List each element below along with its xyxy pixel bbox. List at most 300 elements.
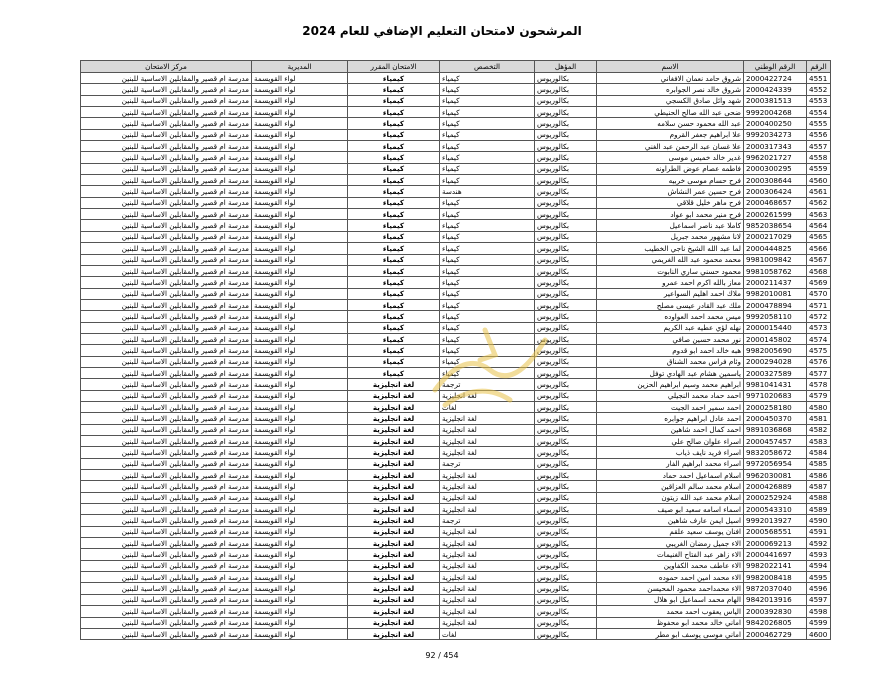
specialization: لغات bbox=[440, 401, 535, 412]
table-row bbox=[81, 504, 831, 515]
row-number: 4597 bbox=[807, 594, 831, 605]
exam-subject: لغة انجليزية bbox=[348, 424, 440, 435]
row-number: 4566 bbox=[807, 243, 831, 254]
directorate: لواء القويسمة bbox=[252, 572, 348, 583]
qualification: بكالوريوس bbox=[535, 345, 597, 356]
exam-center: مدرسة ام قصير والمقابلين الاساسية للبنين bbox=[81, 220, 252, 231]
national-id: 9992034273 bbox=[744, 129, 807, 140]
directorate: لواء القويسمة bbox=[252, 504, 348, 515]
national-id: 2000444825 bbox=[744, 243, 807, 254]
exam-center: مدرسة ام قصير والمقابلين الاساسية للبنين bbox=[81, 107, 252, 118]
table-row bbox=[81, 277, 831, 288]
qualification: بكالوريوس bbox=[535, 333, 597, 344]
exam-subject: لغة انجليزية bbox=[348, 504, 440, 515]
directorate: لواء القويسمة bbox=[252, 73, 348, 84]
specialization: كيمياء bbox=[440, 333, 535, 344]
directorate: لواء القويسمة bbox=[252, 175, 348, 186]
exam-center: مدرسة ام قصير والمقابلين الاساسية للبنين bbox=[81, 390, 252, 401]
specialization: ترجمة bbox=[440, 379, 535, 390]
candidate-name: لما عبد الله الشيخ ناجي الخطيب bbox=[597, 243, 744, 254]
exam-subject: كيمياء bbox=[348, 345, 440, 356]
national-id: 9962021727 bbox=[744, 152, 807, 163]
candidate-name: اسراء علوان صالح علي bbox=[597, 436, 744, 447]
table-row bbox=[81, 594, 831, 605]
national-id: 2000468657 bbox=[744, 197, 807, 208]
specialization: كيمياء bbox=[440, 288, 535, 299]
directorate: لواء القويسمة bbox=[252, 197, 348, 208]
row-number: 4579 bbox=[807, 390, 831, 401]
qualification: بكالوريوس bbox=[535, 413, 597, 424]
table-row bbox=[81, 243, 831, 254]
row-number: 4562 bbox=[807, 197, 831, 208]
candidate-name: ملاك احمد اهليم السواعير bbox=[597, 288, 744, 299]
candidate-name: فرح منير محمد ابو عواد bbox=[597, 209, 744, 220]
directorate: لواء القويسمة bbox=[252, 356, 348, 367]
exam-subject: لغة انجليزية bbox=[348, 390, 440, 401]
directorate: لواء القويسمة bbox=[252, 95, 348, 106]
exam-subject: كيمياء bbox=[348, 95, 440, 106]
table-row bbox=[81, 390, 831, 401]
exam-subject: لغة انجليزية bbox=[348, 401, 440, 412]
row-number: 4600 bbox=[807, 628, 831, 639]
row-number: 4574 bbox=[807, 333, 831, 344]
specialization: كيمياء bbox=[440, 367, 535, 378]
qualification: بكالوريوس bbox=[535, 436, 597, 447]
exam-subject: كيمياء bbox=[348, 175, 440, 186]
exam-center: مدرسة ام قصير والمقابلين الاساسية للبنين bbox=[81, 163, 252, 174]
specialization: ترجمة bbox=[440, 458, 535, 469]
candidate-name: ابراهيم محمد وسيم ابراهيم الحزين bbox=[597, 379, 744, 390]
row-number: 4575 bbox=[807, 345, 831, 356]
qualification: بكالوريوس bbox=[535, 299, 597, 310]
row-number: 4583 bbox=[807, 436, 831, 447]
exam-subject: كيمياء bbox=[348, 367, 440, 378]
row-number: 4557 bbox=[807, 141, 831, 152]
exam-center: مدرسة ام قصير والمقابلين الاساسية للبنين bbox=[81, 594, 252, 605]
candidate-name: فرح حسام موسى خربيه bbox=[597, 175, 744, 186]
candidate-name: احمد كمال احمد شاهين bbox=[597, 424, 744, 435]
qualification: بكالوريوس bbox=[535, 549, 597, 560]
table-row bbox=[81, 606, 831, 617]
exam-center: مدرسة ام قصير والمقابلين الاساسية للبنين bbox=[81, 197, 252, 208]
table-row bbox=[81, 299, 831, 310]
candidate-name: هبه خالد احمد ابو قدوم bbox=[597, 345, 744, 356]
row-number: 4569 bbox=[807, 277, 831, 288]
candidate-name: احمد حماد محمد النجيلي bbox=[597, 390, 744, 401]
page-title: المرشحون لامتحان التعليم الإضافي للعام 2024 bbox=[302, 24, 582, 38]
exam-center: مدرسة ام قصير والمقابلين الاساسية للبنين bbox=[81, 152, 252, 163]
specialization: كيمياء bbox=[440, 231, 535, 242]
row-number: 4560 bbox=[807, 175, 831, 186]
table-row bbox=[81, 84, 831, 95]
exam-subject: كيمياء bbox=[348, 107, 440, 118]
specialization: لغة انجليزية bbox=[440, 504, 535, 515]
qualification: بكالوريوس bbox=[535, 288, 597, 299]
qualification: بكالوريوس bbox=[535, 447, 597, 458]
row-number: 4559 bbox=[807, 163, 831, 174]
row-number: 4554 bbox=[807, 107, 831, 118]
qualification: بكالوريوس bbox=[535, 606, 597, 617]
candidate-name: اماني خالد محمد ابو محفوظ bbox=[597, 617, 744, 628]
row-number: 4571 bbox=[807, 299, 831, 310]
row-number: 4591 bbox=[807, 526, 831, 537]
national-id: 9891036868 bbox=[744, 424, 807, 435]
national-id: 2000252924 bbox=[744, 492, 807, 503]
candidate-name: احمد عادل ابراهيم جوابره bbox=[597, 413, 744, 424]
table-row bbox=[81, 288, 831, 299]
specialization: كيمياء bbox=[440, 107, 535, 118]
table-row bbox=[81, 107, 831, 118]
exam-subject: لغة انجليزية bbox=[348, 572, 440, 583]
exam-subject: كيمياء bbox=[348, 141, 440, 152]
row-number: 4585 bbox=[807, 458, 831, 469]
table-row bbox=[81, 73, 831, 84]
row-number: 4598 bbox=[807, 606, 831, 617]
exam-center: مدرسة ام قصير والمقابلين الاساسية للبنين bbox=[81, 288, 252, 299]
directorate: لواء القويسمة bbox=[252, 163, 348, 174]
specialization: لغة انجليزية bbox=[440, 413, 535, 424]
exam-subject: لغة انجليزية bbox=[348, 594, 440, 605]
exam-center: مدرسة ام قصير والمقابلين الاساسية للبنين bbox=[81, 345, 252, 356]
candidate-name: الاء محمداحمد محمود المحيسن bbox=[597, 583, 744, 594]
qualification: بكالوريوس bbox=[535, 560, 597, 571]
exam-center: مدرسة ام قصير والمقابلين الاساسية للبنين bbox=[81, 538, 252, 549]
directorate: لواء القويسمة bbox=[252, 379, 348, 390]
row-number: 4565 bbox=[807, 231, 831, 242]
national-id: 2000145802 bbox=[744, 333, 807, 344]
exam-subject: كيمياء bbox=[348, 243, 440, 254]
exam-center: مدرسة ام قصير والمقابلين الاساسية للبنين bbox=[81, 356, 252, 367]
national-id: 2000217029 bbox=[744, 231, 807, 242]
candidate-name: اسراء محمد ابراهيم الفار bbox=[597, 458, 744, 469]
row-number: 4595 bbox=[807, 572, 831, 583]
table-row bbox=[81, 95, 831, 106]
table-row bbox=[81, 458, 831, 469]
qualification: بكالوريوس bbox=[535, 243, 597, 254]
specialization: كيمياء bbox=[440, 322, 535, 333]
exam-center: مدرسة ام قصير والمقابلين الاساسية للبنين bbox=[81, 458, 252, 469]
candidate-name: نور محمد حسين صافي bbox=[597, 333, 744, 344]
specialization: كيمياء bbox=[440, 345, 535, 356]
exam-center: مدرسة ام قصير والمقابلين الاساسية للبنين bbox=[81, 515, 252, 526]
qualification: بكالوريوس bbox=[535, 504, 597, 515]
exam-center: مدرسة ام قصير والمقابلين الاساسية للبنين bbox=[81, 424, 252, 435]
header-qualification: المؤهل bbox=[535, 61, 597, 73]
exam-center: مدرسة ام قصير والمقابلين الاساسية للبنين bbox=[81, 265, 252, 276]
specialization: كيمياء bbox=[440, 152, 535, 163]
qualification: بكالوريوس bbox=[535, 594, 597, 605]
exam-center: مدرسة ام قصير والمقابلين الاساسية للبنين bbox=[81, 379, 252, 390]
national-id: 2000400250 bbox=[744, 118, 807, 129]
national-id: 2000457457 bbox=[744, 436, 807, 447]
candidate-name: غدير خالد خميس موسى bbox=[597, 152, 744, 163]
exam-subject: كيمياء bbox=[348, 129, 440, 140]
qualification: بكالوريوس bbox=[535, 231, 597, 242]
row-number: 4584 bbox=[807, 447, 831, 458]
candidate-name: محمد محمود عبد الله الغريمي bbox=[597, 254, 744, 265]
specialization: لغة انجليزية bbox=[440, 594, 535, 605]
table-row bbox=[81, 526, 831, 537]
exam-center: مدرسة ام قصير والمقابلين الاساسية للبنين bbox=[81, 299, 252, 310]
exam-subject: كيمياء bbox=[348, 163, 440, 174]
specialization: لغة انجليزية bbox=[440, 390, 535, 401]
exam-center: مدرسة ام قصير والمقابلين الاساسية للبنين bbox=[81, 311, 252, 322]
exam-center: مدرسة ام قصير والمقابلين الاساسية للبنين bbox=[81, 606, 252, 617]
exam-center: مدرسة ام قصير والمقابلين الاساسية للبنين bbox=[81, 277, 252, 288]
row-number: 4599 bbox=[807, 617, 831, 628]
national-id: 9982005690 bbox=[744, 345, 807, 356]
national-id: 2000294028 bbox=[744, 356, 807, 367]
qualification: بكالوريوس bbox=[535, 515, 597, 526]
specialization: كيمياء bbox=[440, 209, 535, 220]
national-id: 2000441697 bbox=[744, 549, 807, 560]
exam-center: مدرسة ام قصير والمقابلين الاساسية للبنين bbox=[81, 470, 252, 481]
qualification: بكالوريوس bbox=[535, 401, 597, 412]
exam-center: مدرسة ام قصير والمقابلين الاساسية للبنين bbox=[81, 447, 252, 458]
candidate-name: شهد وائل صادق الكسجي bbox=[597, 95, 744, 106]
qualification: بكالوريوس bbox=[535, 628, 597, 639]
table-row bbox=[81, 401, 831, 412]
qualification: بكالوريوس bbox=[535, 186, 597, 197]
qualification: بكالوريوس bbox=[535, 583, 597, 594]
qualification: بكالوريوس bbox=[535, 481, 597, 492]
candidate-name: عبد الله محمود حسن سلامه bbox=[597, 118, 744, 129]
national-id: 2000478894 bbox=[744, 299, 807, 310]
exam-center: مدرسة ام قصير والمقابلين الاساسية للبنين bbox=[81, 492, 252, 503]
row-number: 4589 bbox=[807, 504, 831, 515]
exam-subject: كيمياء bbox=[348, 209, 440, 220]
national-id: 9981009842 bbox=[744, 254, 807, 265]
directorate: لواء القويسمة bbox=[252, 436, 348, 447]
exam-subject: كيمياء bbox=[348, 152, 440, 163]
qualification: بكالوريوس bbox=[535, 277, 597, 288]
specialization: ترجمة bbox=[440, 515, 535, 526]
directorate: لواء القويسمة bbox=[252, 299, 348, 310]
directorate: لواء القويسمة bbox=[252, 322, 348, 333]
exam-center: مدرسة ام قصير والمقابلين الاساسية للبنين bbox=[81, 481, 252, 492]
candidate-name: الهام محمد اسماعيل ابو هلال bbox=[597, 594, 744, 605]
specialization: لغة انجليزية bbox=[440, 549, 535, 560]
row-number: 4572 bbox=[807, 311, 831, 322]
specialization: لغة انجليزية bbox=[440, 447, 535, 458]
table-row bbox=[81, 163, 831, 174]
header-national-id: الرقم الوطني bbox=[744, 61, 807, 73]
exam-subject: لغة انجليزية bbox=[348, 583, 440, 594]
table-row bbox=[81, 492, 831, 503]
exam-subject: لغة انجليزية bbox=[348, 481, 440, 492]
exam-subject: كيمياء bbox=[348, 197, 440, 208]
national-id: 2000306424 bbox=[744, 186, 807, 197]
specialization: لغة انجليزية bbox=[440, 583, 535, 594]
candidate-name: ضحى عبد الله صالح الحنيطي bbox=[597, 107, 744, 118]
specialization: لغة انجليزية bbox=[440, 606, 535, 617]
directorate: لواء القويسمة bbox=[252, 583, 348, 594]
specialization: كيمياء bbox=[440, 141, 535, 152]
national-id: 2000317343 bbox=[744, 141, 807, 152]
table-row bbox=[81, 322, 831, 333]
specialization: لغات bbox=[440, 628, 535, 639]
exam-center: مدرسة ام قصير والمقابلين الاساسية للبنين bbox=[81, 583, 252, 594]
national-id: 9972056954 bbox=[744, 458, 807, 469]
exam-center: مدرسة ام قصير والمقابلين الاساسية للبنين bbox=[81, 243, 252, 254]
table-row bbox=[81, 628, 831, 639]
exam-center: مدرسة ام قصير والمقابلين الاساسية للبنين bbox=[81, 560, 252, 571]
exam-subject: كيمياء bbox=[348, 356, 440, 367]
page-number: 92 / 454 bbox=[425, 651, 459, 660]
row-number: 4587 bbox=[807, 481, 831, 492]
qualification: بكالوريوس bbox=[535, 322, 597, 333]
specialization: كيمياء bbox=[440, 311, 535, 322]
exam-subject: لغة انجليزية bbox=[348, 413, 440, 424]
exam-subject: لغة انجليزية bbox=[348, 628, 440, 639]
exam-subject: لغة انجليزية bbox=[348, 538, 440, 549]
candidate-name: اماني موسى يوسف ابو مطر bbox=[597, 628, 744, 639]
row-number: 4556 bbox=[807, 129, 831, 140]
table-row bbox=[81, 560, 831, 571]
table-row bbox=[81, 220, 831, 231]
table-row bbox=[81, 231, 831, 242]
directorate: لواء القويسمة bbox=[252, 447, 348, 458]
qualification: بكالوريوس bbox=[535, 538, 597, 549]
national-id: 2000308644 bbox=[744, 175, 807, 186]
qualification: بكالوريوس bbox=[535, 367, 597, 378]
specialization: كيمياء bbox=[440, 356, 535, 367]
qualification: بكالوريوس bbox=[535, 458, 597, 469]
specialization: كيمياء bbox=[440, 163, 535, 174]
specialization: كيمياء bbox=[440, 220, 535, 231]
exam-center: مدرسة ام قصير والمقابلين الاساسية للبنين bbox=[81, 186, 252, 197]
specialization: كيمياء bbox=[440, 197, 535, 208]
row-number: 4590 bbox=[807, 515, 831, 526]
row-number: 4558 bbox=[807, 152, 831, 163]
header-center: مركز الامتحان bbox=[81, 61, 252, 73]
directorate: لواء القويسمة bbox=[252, 549, 348, 560]
directorate: لواء القويسمة bbox=[252, 458, 348, 469]
candidate-name: افنان يوسف سعيد علقم bbox=[597, 526, 744, 537]
specialization: كيمياء bbox=[440, 299, 535, 310]
qualification: بكالوريوس bbox=[535, 311, 597, 322]
exam-subject: لغة انجليزية bbox=[348, 492, 440, 503]
national-id: 2000211437 bbox=[744, 277, 807, 288]
qualification: بكالوريوس bbox=[535, 617, 597, 628]
exam-center: مدرسة ام قصير والمقابلين الاساسية للبنين bbox=[81, 95, 252, 106]
national-id: 9981058762 bbox=[744, 265, 807, 276]
directorate: لواء القويسمة bbox=[252, 413, 348, 424]
candidate-name: شروق حامد نعمان الافغاني bbox=[597, 73, 744, 84]
row-number: 4580 bbox=[807, 401, 831, 412]
row-number: 4586 bbox=[807, 470, 831, 481]
exam-subject: لغة انجليزية bbox=[348, 458, 440, 469]
row-number: 4555 bbox=[807, 118, 831, 129]
national-id: 9852038654 bbox=[744, 220, 807, 231]
exam-center: مدرسة ام قصير والمقابلين الاساسية للبنين bbox=[81, 436, 252, 447]
exam-subject: لغة انجليزية bbox=[348, 470, 440, 481]
national-id: 2000392830 bbox=[744, 606, 807, 617]
specialization: كيمياء bbox=[440, 73, 535, 84]
national-id: 2000327589 bbox=[744, 367, 807, 378]
exam-center: مدرسة ام قصير والمقابلين الاساسية للبنين bbox=[81, 254, 252, 265]
row-number: 4582 bbox=[807, 424, 831, 435]
directorate: لواء القويسمة bbox=[252, 311, 348, 322]
candidate-name: معاز بالله اكرم احمد عمرو bbox=[597, 277, 744, 288]
national-id: 2000069213 bbox=[744, 538, 807, 549]
table-row bbox=[81, 447, 831, 458]
row-number: 4570 bbox=[807, 288, 831, 299]
table-row bbox=[81, 175, 831, 186]
exam-subject: لغة انجليزية bbox=[348, 515, 440, 526]
directorate: لواء القويسمة bbox=[252, 594, 348, 605]
exam-subject: كيمياء bbox=[348, 288, 440, 299]
directorate: لواء القويسمة bbox=[252, 481, 348, 492]
table-row bbox=[81, 549, 831, 560]
row-number: 4568 bbox=[807, 265, 831, 276]
national-id: 9982022141 bbox=[744, 560, 807, 571]
specialization: لغة انجليزية bbox=[440, 470, 535, 481]
directorate: لواء القويسمة bbox=[252, 152, 348, 163]
qualification: بكالوريوس bbox=[535, 152, 597, 163]
specialization: كيمياء bbox=[440, 243, 535, 254]
row-number: 4576 bbox=[807, 356, 831, 367]
table-body bbox=[81, 73, 831, 640]
row-number: 4553 bbox=[807, 95, 831, 106]
national-id: 9981041431 bbox=[744, 379, 807, 390]
exam-center: مدرسة ام قصير والمقابلين الاساسية للبنين bbox=[81, 526, 252, 537]
table-row bbox=[81, 345, 831, 356]
exam-center: مدرسة ام قصير والمقابلين الاساسية للبنين bbox=[81, 367, 252, 378]
specialization: لغة انجليزية bbox=[440, 538, 535, 549]
table-row bbox=[81, 572, 831, 583]
specialization: هندسة bbox=[440, 186, 535, 197]
directorate: لواء القويسمة bbox=[252, 288, 348, 299]
specialization: كيمياء bbox=[440, 277, 535, 288]
row-number: 4594 bbox=[807, 560, 831, 571]
qualification: بكالوريوس bbox=[535, 129, 597, 140]
specialization: كيمياء bbox=[440, 118, 535, 129]
candidate-name: اسيل ايمن عارف شاهين bbox=[597, 515, 744, 526]
directorate: لواء القويسمة bbox=[252, 390, 348, 401]
table-row bbox=[81, 379, 831, 390]
specialization: كيمياء bbox=[440, 95, 535, 106]
qualification: بكالوريوس bbox=[535, 220, 597, 231]
candidate-name: الاء محمد امين احمد حموده bbox=[597, 572, 744, 583]
exam-center: مدرسة ام قصير والمقابلين الاساسية للبنين bbox=[81, 84, 252, 95]
national-id: 9982010081 bbox=[744, 288, 807, 299]
candidate-name: كاملا عبد ناصر اسماعيل bbox=[597, 220, 744, 231]
specialization: كيمياء bbox=[440, 175, 535, 186]
table-row bbox=[81, 436, 831, 447]
table-row bbox=[81, 197, 831, 208]
directorate: لواء القويسمة bbox=[252, 243, 348, 254]
exam-subject: كيمياء bbox=[348, 231, 440, 242]
candidates-table bbox=[80, 60, 831, 640]
candidate-name: فاطمه عصام عوض الطراونه bbox=[597, 163, 744, 174]
directorate: لواء القويسمة bbox=[252, 186, 348, 197]
exam-subject: كيمياء bbox=[348, 333, 440, 344]
candidate-name: فرح ماهر خليل قلاقي bbox=[597, 197, 744, 208]
exam-center: مدرسة ام قصير والمقابلين الاساسية للبنين bbox=[81, 628, 252, 639]
exam-subject: كيمياء bbox=[348, 322, 440, 333]
directorate: لواء القويسمة bbox=[252, 515, 348, 526]
header-directorate: المديرية bbox=[252, 61, 348, 73]
national-id: 9962030081 bbox=[744, 470, 807, 481]
exam-center: مدرسة ام قصير والمقابلين الاساسية للبنين bbox=[81, 231, 252, 242]
specialization: لغة انجليزية bbox=[440, 526, 535, 537]
national-id: 9842013916 bbox=[744, 594, 807, 605]
row-number: 4551 bbox=[807, 73, 831, 84]
candidate-name: علا ابراهيم جعفر القروم bbox=[597, 129, 744, 140]
specialization: لغة انجليزية bbox=[440, 424, 535, 435]
directorate: لواء القويسمة bbox=[252, 333, 348, 344]
